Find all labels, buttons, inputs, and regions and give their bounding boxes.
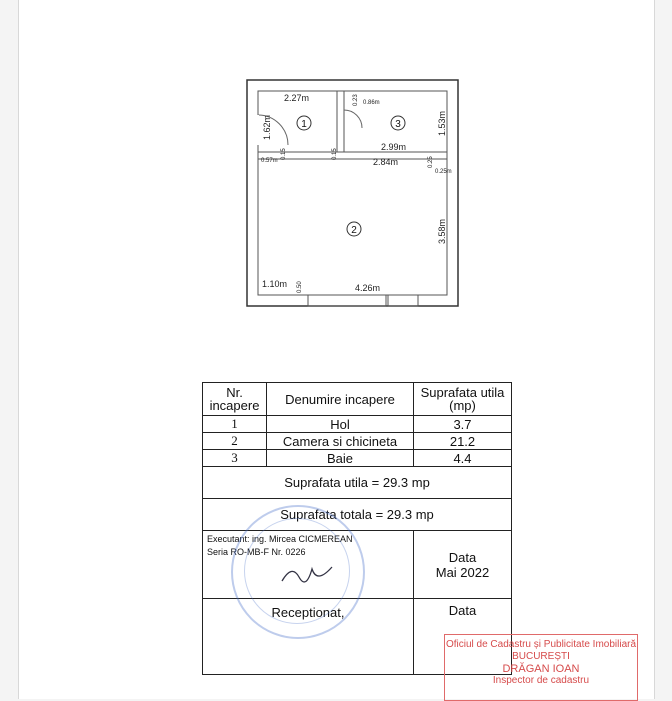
door-arc-3 — [344, 110, 362, 128]
room-name: Camera si chicineta — [267, 433, 414, 450]
ocpi-stamp — [444, 634, 638, 701]
room-area: 4.4 — [414, 450, 512, 467]
outer-wall — [247, 80, 458, 306]
dim-label: 0.25m — [435, 169, 452, 175]
room-nr: 2 — [203, 433, 267, 450]
table-row — [203, 450, 512, 467]
executant-serie: Seria RO-MB-F Nr. 0226 — [207, 547, 306, 557]
stamp-line: Inspector de cadastru — [492, 675, 590, 686]
header-denumire: Denumire incapere — [267, 383, 414, 416]
header-nr: Nr. incapere — [203, 383, 267, 416]
window-bottom-right — [388, 295, 418, 306]
table-row — [203, 416, 512, 433]
suprafata-utila-total: Suprafata utila = 29.3 mp — [203, 467, 512, 499]
receptionat-label: Receptionat, — [203, 599, 414, 675]
dim-label: 2.27m — [284, 93, 310, 103]
dim-label: 4.26m — [355, 283, 381, 293]
dim-label: 0.50 — [297, 281, 303, 293]
dim-label: 2.84m — [373, 157, 399, 167]
stamp-line: Oficiul de Cadastru și Publicitate Imobiliară — [445, 639, 637, 650]
dim-label: 0.25 — [428, 156, 434, 168]
dim-label: 0.15 — [332, 148, 338, 160]
dim-label: 0.23 — [353, 94, 359, 106]
room-area: 3.7 — [414, 416, 512, 433]
window-bottom-left — [308, 295, 386, 306]
stamp-line: BUCUREȘTI — [512, 651, 570, 662]
dim-label: 1.53m — [437, 110, 447, 136]
dim-label: 1.10m — [262, 279, 288, 289]
data-label-2: Data — [414, 599, 512, 675]
stamp-line: DRĂGAN IOAN — [502, 663, 580, 675]
room-name: Hol — [267, 416, 414, 433]
room-name: Baie — [267, 450, 414, 467]
dim-label: 0.15 — [281, 148, 287, 160]
room-nr: 3 — [203, 450, 267, 467]
room-nr: 1 — [203, 416, 267, 433]
executant-stamp-inner — [244, 518, 350, 624]
data-cell — [414, 531, 512, 599]
table-header-row — [203, 383, 512, 416]
dim-label: 1.62m — [262, 114, 272, 140]
dim-label: 2.99m — [381, 142, 407, 152]
data-value: Mai 2022 — [435, 564, 490, 580]
room-area: 21.2 — [414, 433, 512, 450]
dim-label: 3.58m — [437, 218, 447, 244]
dim-label: 0.57m — [261, 158, 278, 164]
room-number: 2 — [351, 225, 357, 236]
dim-label: 0.86m — [363, 100, 380, 106]
inner-wall — [258, 91, 447, 295]
data-label: Data — [448, 549, 477, 565]
room-number: 3 — [395, 119, 401, 130]
header-suprafata: Suprafata utila (mp) — [414, 383, 512, 416]
executant-name: Executant: ing. Mircea CICMEREAN — [207, 534, 353, 544]
utila-row — [203, 467, 512, 499]
table-row — [203, 433, 512, 450]
suprafata-totala-total: Suprafata totala = 29.3 mp — [203, 499, 512, 531]
room-number: 1 — [301, 119, 307, 130]
